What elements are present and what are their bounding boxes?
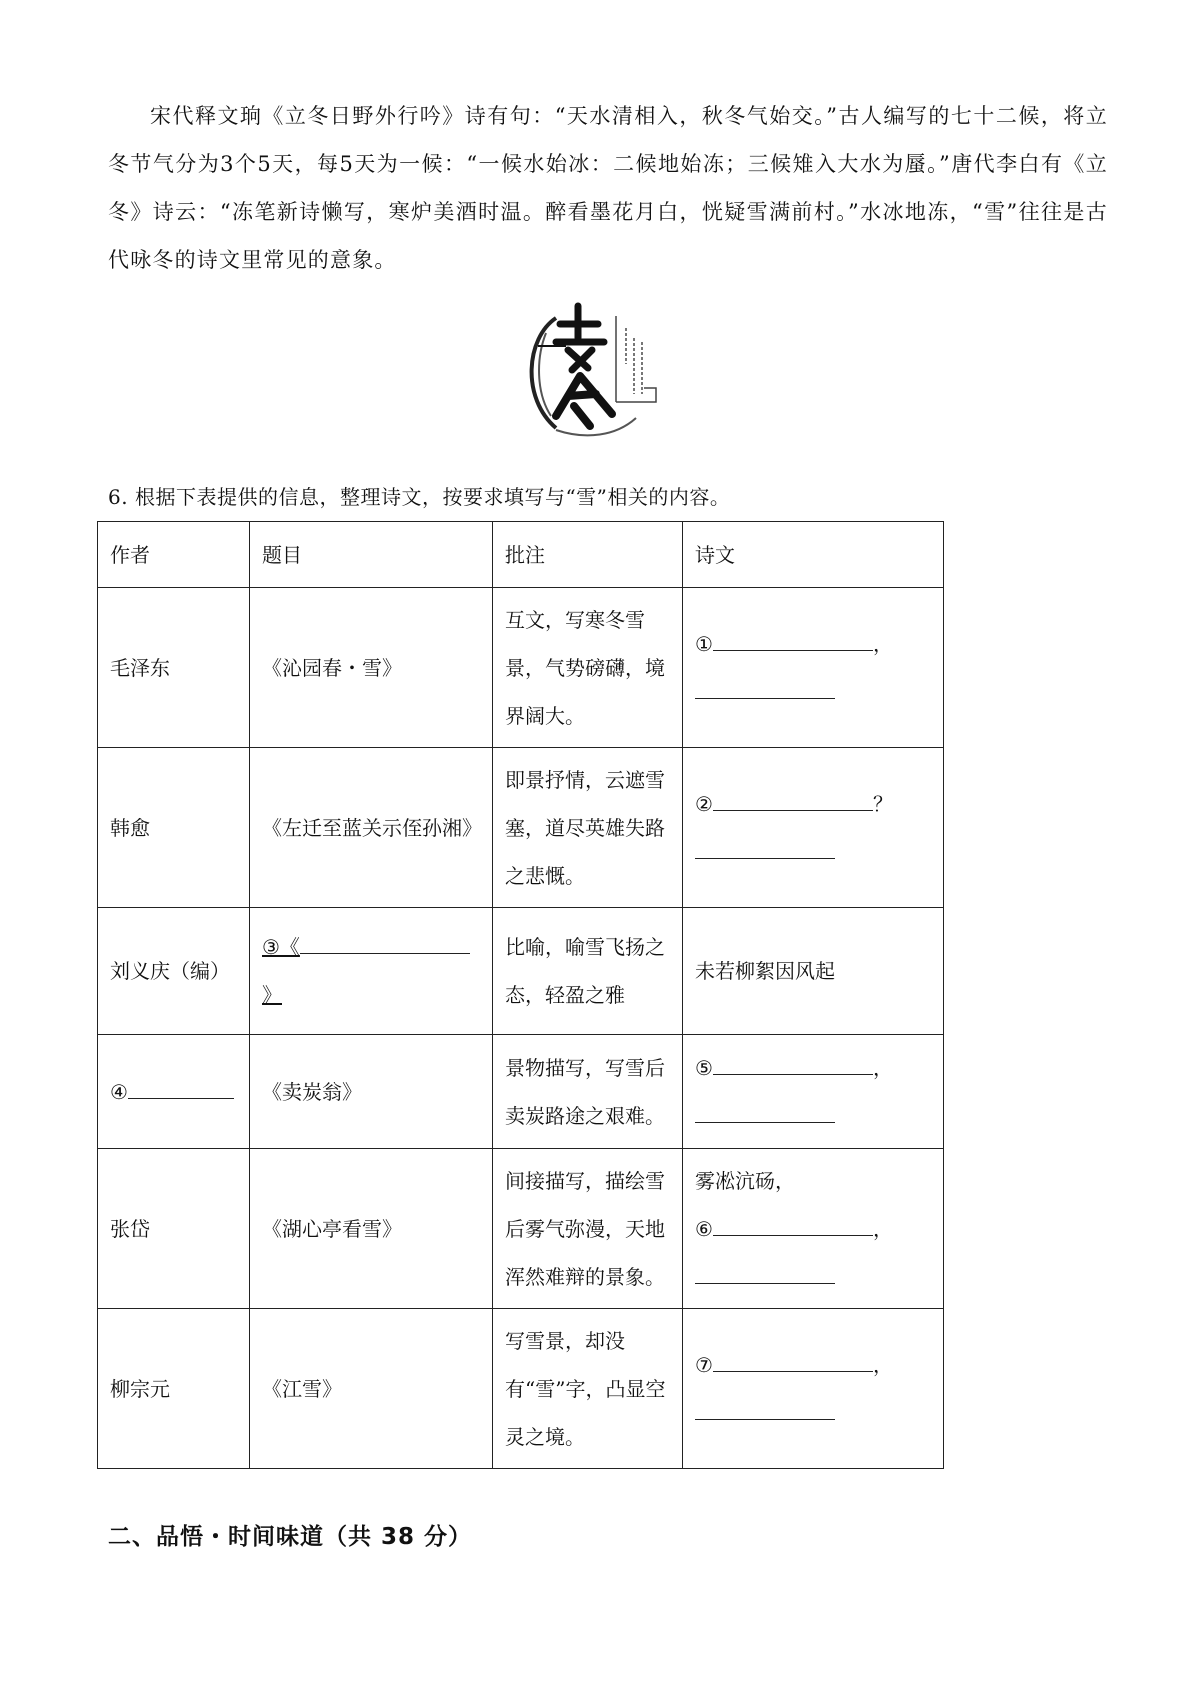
answer-blank-2a[interactable] [713,788,873,811]
answer-blank-3[interactable] [300,931,470,954]
answer-blank-2b[interactable] [695,836,835,859]
poem-cell [683,1035,944,1149]
title-cell: 《卖炭翁》 [250,1035,493,1149]
author-cell: 张岱 [98,1149,250,1309]
title-cell: 《湖心亭看雪》 [250,1149,493,1309]
poem-punct: ？ [872,791,893,816]
note-cell: 间接描写，描绘雪后雾气弥漫，天地浑然难辩的景象。 [493,1149,683,1309]
section-heading: 二、品悟・时间味道（共 38 分） [108,1524,473,1550]
title-cell: 《左迁至蓝关示侄孙湘》 [250,748,493,908]
title-cell: 《沁园春・雪》 [250,588,493,748]
title-cell [250,908,493,1035]
blank-number: ③《 [262,935,300,959]
table-row [98,588,944,748]
poem-punct: ， [872,1352,893,1377]
poem-line: 雾凇沆砀， [695,1168,795,1193]
answer-blank-6a[interactable] [713,1213,873,1236]
author-cell [98,1035,250,1149]
lidong-emblem-image [516,298,688,446]
poem-cell [683,748,944,908]
blank-number: ① [695,631,713,656]
table-row [98,1035,944,1149]
answer-blank-4[interactable] [128,1076,234,1099]
intro-paragraph: 宋代释文珦《立冬日野外行吟》诗有句：“天水清相入，秋冬气始交。”古人编写的七十二候，将立冬节气分为3个5天，每5天为一候：“一候水始冰：二候地始冻；三候雉入大水为蜃。”唐代李白有《立冬》诗云：“冻笔新诗懒写，寒炉美酒时温。醉看墨花月白，恍疑雪满前村。”水冰地冻，“雪”往往是古代咏冬的诗文里常见的意象。 [108,104,1108,272]
note-cell: 比喻，喻雪飞扬之态，轻盈之雅 [493,908,683,1035]
answer-blank-5a[interactable] [713,1052,873,1075]
blank-number: ④ [110,1079,128,1104]
answer-blank-7a[interactable] [713,1349,873,1372]
poem-cell [683,588,944,748]
answer-blank-6b[interactable] [695,1261,835,1284]
table-row [98,748,944,908]
note-cell: 景物描写，写雪后卖炭路途之艰难。 [493,1035,683,1149]
note-cell: 互文，写寒冬雪景，气势磅礴，境界阔大。 [493,588,683,748]
blank-number: ⑥ [695,1216,713,1241]
poem-punct: ， [872,631,893,656]
header-author: 作者 [98,522,250,588]
table-header-row [98,522,944,588]
header-note: 批注 [493,522,683,588]
answer-blank-7b[interactable] [695,1397,835,1420]
author-cell: 毛泽东 [98,588,250,748]
note-cell: 即景抒情，云遮雪塞，道尽英雄失路之悲慨。 [493,748,683,908]
table-row [98,1149,944,1309]
table-row [98,1309,944,1469]
table-row [98,908,944,1035]
author-cell: 韩愈 [98,748,250,908]
blank-number: ⑤ [695,1055,713,1080]
author-cell: 刘义庆（编） [98,908,250,1035]
title-close: 》 [262,983,282,1007]
poem-cell: 未若柳絮因风起 [683,908,944,1035]
answer-blank-1a[interactable] [713,628,873,651]
header-poem: 诗文 [683,522,944,588]
author-cell: 柳宗元 [98,1309,250,1469]
note-cell: 写雪景，却没有“雪”字，凸显空灵之境。 [493,1309,683,1469]
poem-table [97,521,944,1469]
answer-blank-1b[interactable] [695,676,835,699]
poem-cell [683,1149,944,1309]
blank-number: ⑦ [695,1352,713,1377]
blank-number: ② [695,791,713,816]
header-title: 题目 [250,522,493,588]
poem-punct: ， [872,1055,893,1080]
title-cell: 《江雪》 [250,1309,493,1469]
poem-cell [683,1309,944,1469]
question-6: 6. 根据下表提供的信息，整理诗文，按要求填写与“雪”相关的内容。 [108,485,731,509]
answer-blank-5b[interactable] [695,1100,835,1123]
poem-punct: ， [872,1216,893,1241]
